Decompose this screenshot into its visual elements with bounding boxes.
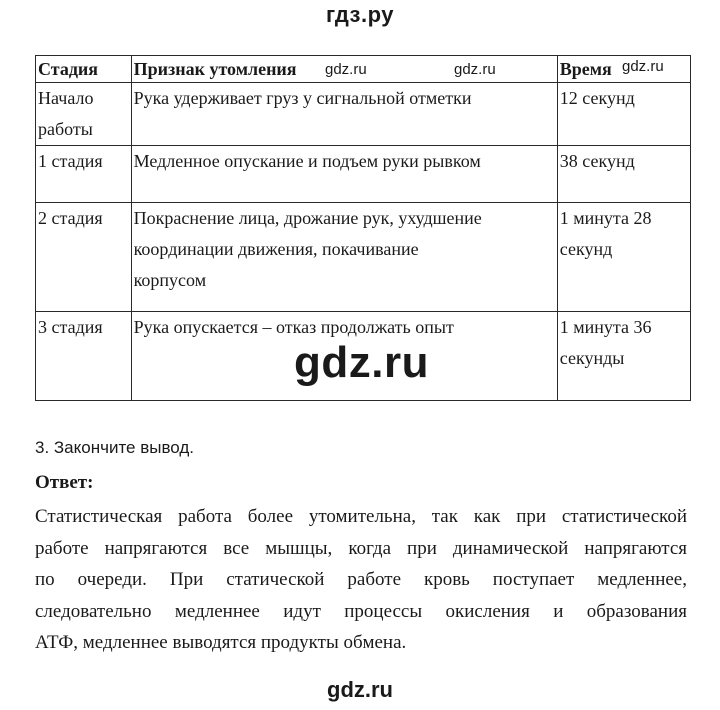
table-cell [131, 146, 557, 203]
table-header-stage: Стадия [36, 56, 132, 83]
answer-line: АТФ, медленнее выводятся продукты обмена. [35, 632, 407, 653]
table-row [36, 83, 691, 146]
answer-line: по очереди. При статической работе кровь поступает медленнее, [35, 569, 687, 590]
watermark-small-1: gdz.ru [325, 61, 367, 78]
cell-text: 1 минута 36 секунды [559, 317, 652, 368]
cell-text: 1 стадия [38, 151, 103, 171]
cell-text: 38 секунд [559, 151, 635, 171]
cell-text: 3 стадия [38, 317, 103, 337]
answer-line: следовательно медленнее идут процессы окисления и образования [35, 600, 687, 622]
cell-text: Рука опускается – отказ продолжать опыт [133, 317, 454, 337]
table-cell [557, 83, 690, 146]
table-row [36, 203, 691, 312]
cell-text: 12 секунд [559, 88, 635, 108]
table-cell [36, 83, 132, 146]
table-cell [36, 146, 132, 203]
cell-text: Медленное опускание и подъем руки рывком [133, 151, 481, 171]
table-cell [557, 312, 690, 401]
table-header-time: Время [557, 56, 690, 83]
answer-paragraph [35, 501, 687, 659]
cell-text: 2 стадия [38, 208, 103, 228]
cell-text: Рука удерживает груз у сигнальной отметки [133, 88, 472, 108]
cell-text: 1 минута 28 секунд [559, 208, 652, 259]
cell-text: Начало работы [38, 88, 94, 139]
watermark-small-2: gdz.ru [454, 61, 496, 78]
site-header-title: гдз.ру [326, 2, 394, 27]
table-row [36, 146, 691, 203]
question-text: 3. Закончите вывод. [35, 438, 195, 457]
watermark-large: gdz.ru [294, 338, 429, 387]
answer-line: Статистическая работа более утомительна, так как при статистической [35, 506, 687, 527]
footer-watermark: gdz.ru [327, 677, 393, 702]
watermark-small-3: gdz.ru [622, 58, 664, 75]
table-cell [557, 146, 690, 203]
table-cell [557, 203, 690, 312]
table-cell [131, 83, 557, 146]
table-cell [36, 312, 132, 401]
table-cell [36, 203, 132, 312]
table-cell [131, 203, 557, 312]
answer-line: работе напрягаются все мышцы, когда при динамической напрягаются [35, 537, 687, 559]
answer-label: Ответ: [35, 472, 94, 493]
cell-text: Покраснение лица, дрожание рук, ухудшение координации движения, покачивание корпусом [133, 208, 482, 290]
table-header-sign: Признак утомления [131, 56, 557, 83]
